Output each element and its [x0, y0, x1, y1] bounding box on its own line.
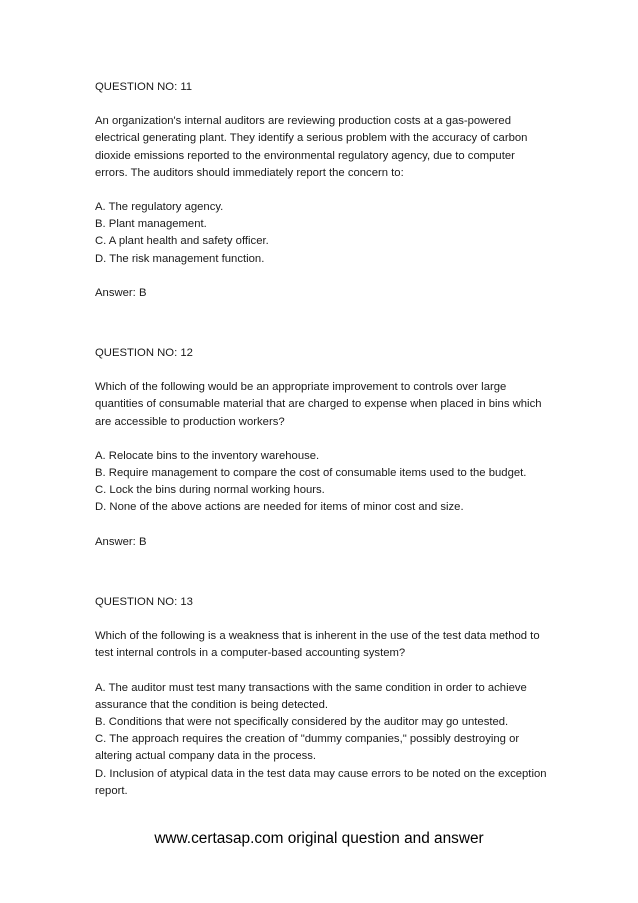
question-text-line: dioxide emissions reported to the environmental regulatory agency, due to computer: [95, 149, 515, 162]
question-text-line: An organization's internal auditors are reviewing production costs at a gas-powered: [95, 115, 511, 128]
option-line: altering actual company data in the process.: [95, 750, 317, 763]
question-13: [95, 594, 595, 800]
option-line: B. Conditions that were not specifically considered by the auditor may go untested.: [95, 716, 509, 729]
option-d: D. None of the above actions are needed for items of minor cost and size.: [95, 501, 464, 514]
answer-options: [95, 448, 595, 517]
answer-text: Answer: B: [95, 286, 147, 299]
question-text-line: errors. The auditors should immediately report the concern to:: [95, 166, 404, 179]
question-text-line: quantities of consumable material that are charged to expense when placed in bins which: [95, 398, 542, 411]
option-b: B. Require management to compare the cost of consumable items used to the budget.: [95, 467, 527, 480]
question-12: [95, 345, 595, 551]
question-text: [95, 379, 595, 431]
question-text-line: electrical generating plant. They identify a serious problem with the accuracy of carbon: [95, 132, 528, 145]
option-line: assurance that the condition is being detected.: [95, 698, 328, 711]
option-c: C. A plant health and safety officer.: [95, 235, 269, 248]
question-text-line: Which of the following would be an appropriate improvement to controls over large: [95, 381, 507, 394]
option-line: C. The approach requires the creation of "dummy companies," possibly destroying or: [95, 733, 520, 746]
option-a: A. The regulatory agency.: [95, 201, 224, 214]
option-a: A. Relocate bins to the inventory warehouse.: [95, 449, 320, 462]
answer-text: Answer: B: [95, 535, 147, 548]
question-title: QUESTION NO: 11: [95, 81, 193, 93]
question-text-line: are accessible to production workers?: [95, 415, 285, 428]
option-line: D. Inclusion of atypical data in the test data may cause errors to be noted on the exception: [95, 767, 547, 780]
answer-options: [95, 680, 595, 800]
answer-options: [95, 199, 595, 268]
question-title: QUESTION NO: 13: [95, 596, 193, 608]
question-text: [95, 628, 595, 662]
question-text-line: Which of the following is a weakness that is inherent in the use of the test data method to: [95, 630, 540, 643]
question-text-line: test internal controls in a computer-based accounting system?: [95, 647, 406, 660]
option-c: C. Lock the bins during normal working hours.: [95, 484, 325, 497]
question-title: QUESTION NO: 12: [95, 347, 193, 359]
question-text: [95, 113, 595, 182]
option-line: A. The auditor must test many transactions with the same condition in order to achieve: [95, 681, 527, 694]
option-b: B. Plant management.: [95, 218, 207, 231]
page-footer: www.certasap.com original question and answer: [154, 830, 484, 847]
option-d: D. The risk management function.: [95, 252, 265, 265]
option-line: report.: [95, 784, 128, 797]
question-11: [95, 79, 595, 302]
